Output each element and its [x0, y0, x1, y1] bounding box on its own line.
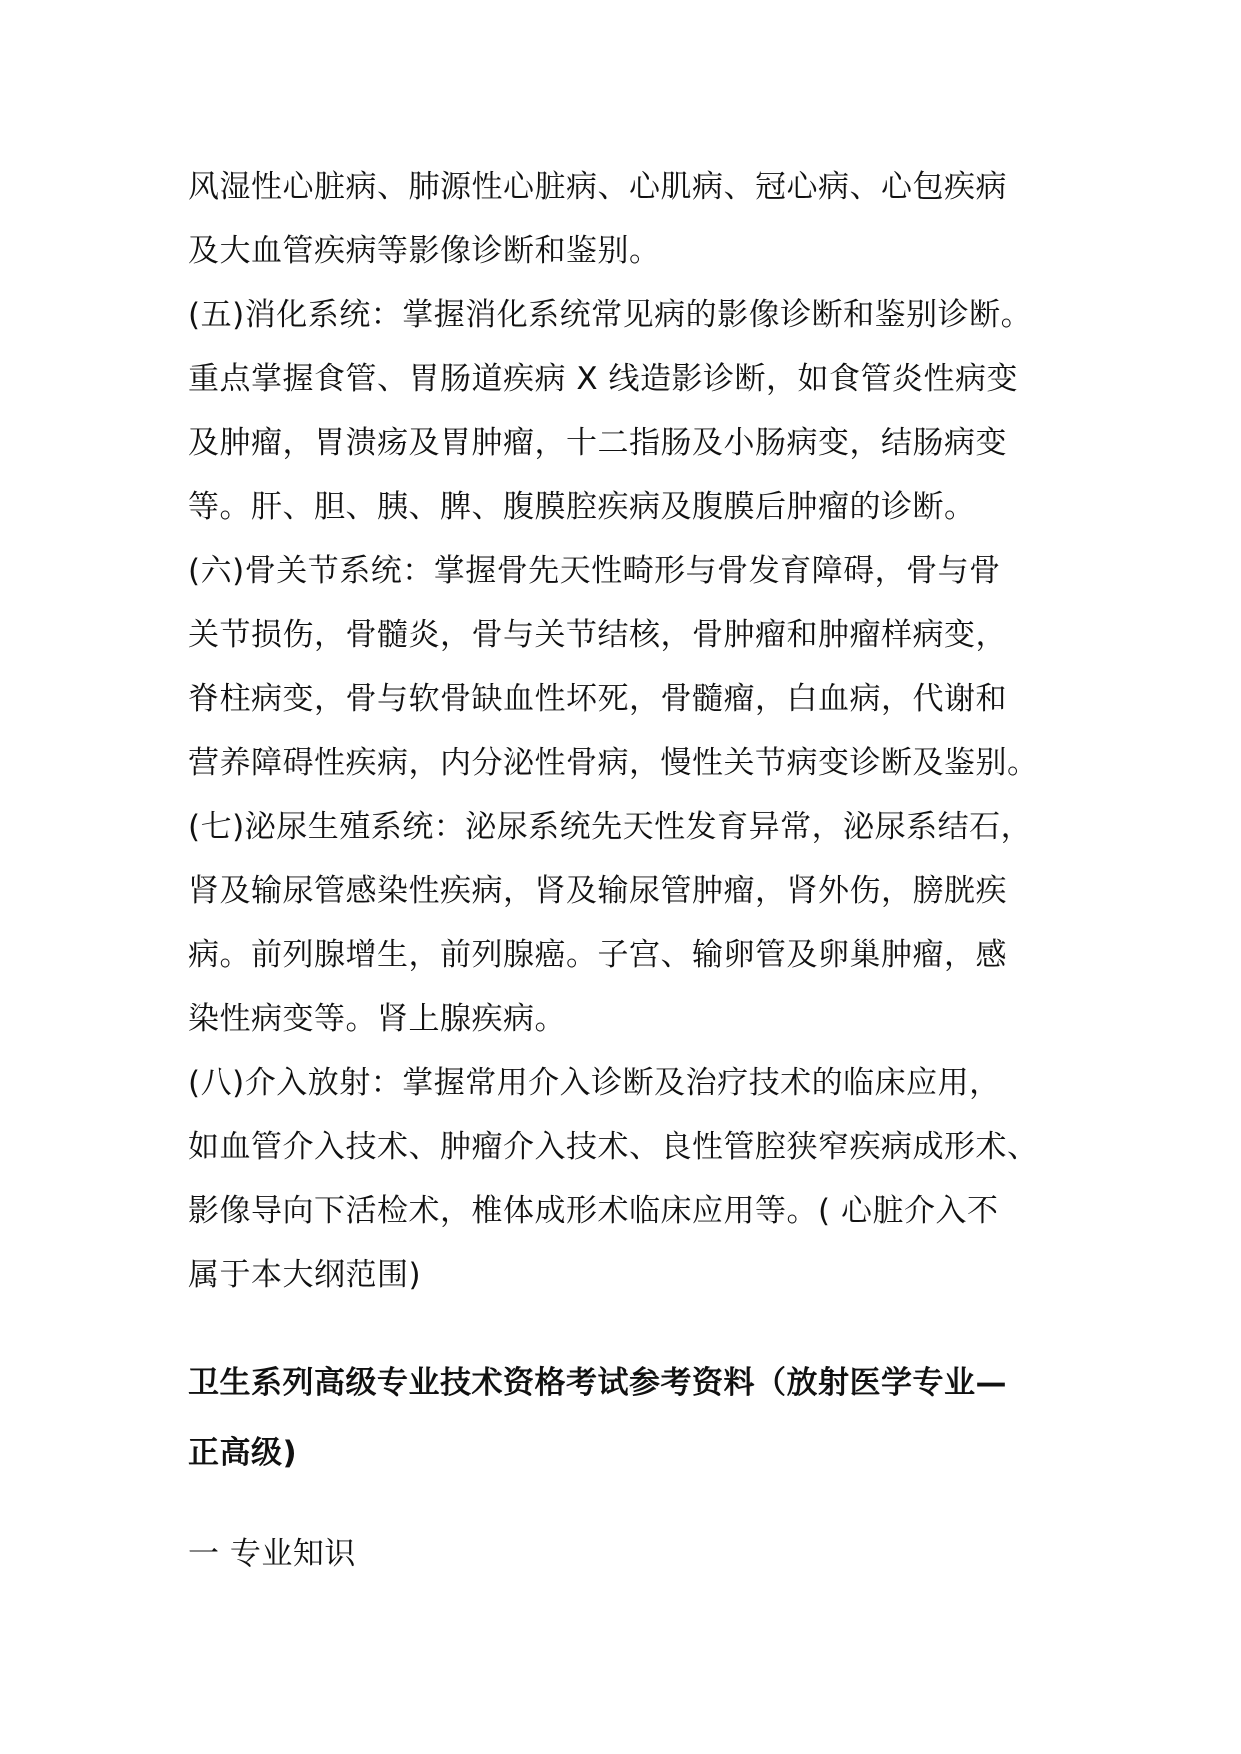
body-line: 关节损伤，骨髓炎，骨与关节结核，骨肿瘤和肿瘤样病变， — [188, 617, 1007, 653]
heading-line: 正高级) — [188, 1435, 298, 1471]
body-line: 影像导向下活检术，椎体成形术临床应用等。( 心脏介入不 — [188, 1193, 999, 1229]
body-line: 脊柱病变，骨与软骨缺血性坏死，骨髓瘤，白血病，代谢和 — [188, 681, 1007, 717]
body-line: (七)泌尿生殖系统：泌尿系统先天性发育异常，泌尿系结石， — [188, 809, 1033, 845]
heading-line: 卫生系列高级专业技术资格考试参考资料（放射医学专业— — [188, 1365, 1007, 1401]
body-line: 属于本大纲范围) — [188, 1257, 422, 1293]
subsection-heading — [188, 1522, 356, 1586]
body-line: 及肿瘤，胃溃疡及胃肿瘤，十二指肠及小肠病变，结肠病变 — [188, 425, 1007, 461]
body-line: 风湿性心脏病、肺源性心脏病、心肌病、冠心病、心包疾病 — [188, 169, 1007, 205]
body-line: (六)骨关节系统：掌握骨先天性畸形与骨发育障碍，骨与骨 — [188, 553, 1001, 589]
body-line: 病。前列腺增生，前列腺癌。子宫、输卵管及卵巢肿瘤，感 — [188, 937, 1007, 973]
section-heading — [188, 1348, 1068, 1488]
body-line: 等。肝、胆、胰、脾、腹膜腔疾病及腹膜后肿瘤的诊断。 — [188, 489, 976, 525]
body-line: 染性病变等。肾上腺疾病。 — [188, 1001, 566, 1037]
body-line: 重点掌握食管、胃肠道疾病 X 线造影诊断，如食管炎性病变 — [188, 361, 1018, 397]
body-line: 及大血管疾病等影像诊断和鉴别。 — [188, 233, 661, 269]
subheading-text: 一 专业知识 — [188, 1536, 356, 1572]
body-line: 如血管介入技术、肿瘤介入技术、良性管腔狭窄疾病成形术、 — [188, 1129, 1039, 1165]
body-line: (五)消化系统：掌握消化系统常见病的影像诊断和鉴别诊断。 — [188, 297, 1033, 333]
body-line: 营养障碍性疾病，内分泌性骨病，慢性关节病变诊断及鉴别。 — [188, 745, 1039, 781]
document-body — [188, 155, 1058, 1307]
body-line: 肾及输尿管感染性疾病，肾及输尿管肿瘤，肾外伤，膀胱疾 — [188, 873, 1007, 909]
body-line: (八)介入放射：掌握常用介入诊断及治疗技术的临床应用， — [188, 1065, 1001, 1101]
